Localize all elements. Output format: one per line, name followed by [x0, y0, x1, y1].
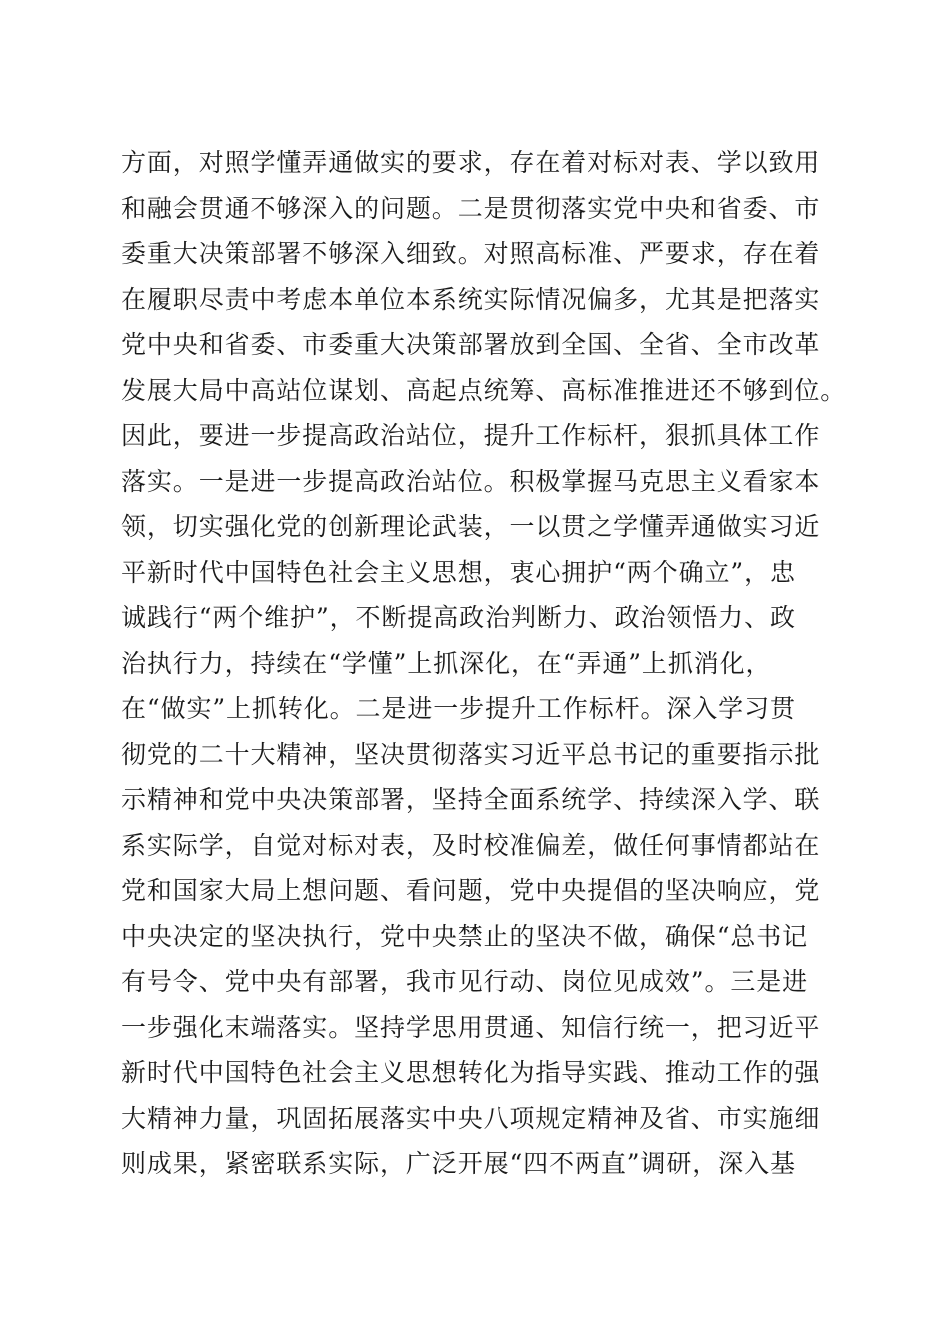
text-line: 平新时代中国特色社会主义思想，衷心拥护“两个确立”，忠 [121, 557, 796, 587]
text-line: 则成果，紧密联系实际，广泛开展“四不两直”调研，深入基 [121, 1149, 796, 1178]
text-line: 诚践行“两个维护”，不断提高政治判断力、政治领悟力、政 [121, 603, 796, 632]
text-line: 中央决定的坚决执行，党中央禁止的坚决不做，确保“总书记 [121, 921, 809, 951]
text-line: 委重大决策部署不够深入细致。对照高标准、严要求，存在着 [121, 239, 821, 268]
text-line: 发展大局中高站位谋划、高起点统筹、高标准推进还不够到位。 [121, 375, 847, 405]
text-line: 党和国家大局上想问题、看问题，党中央提倡的坚决响应，党 [121, 876, 821, 905]
text-line: 落实。一是进一步提高政治站位。积极掌握马克思主义看家本 [121, 466, 821, 496]
text-line: 党中央和省委、市委重大决策部署放到全国、全省、全市改革 [121, 330, 821, 359]
text-line: 有号令、党中央有部署，我市见行动、岗位见成效”。三是进 [121, 967, 809, 996]
text-line: 一步强化末端落实。坚持学思用贯通、知信行统一，把习近平 [121, 1012, 821, 1042]
text-line: 在履职尽责中考虑本单位本系统实际情况偏多，尤其是把落实 [121, 284, 821, 314]
text-line: 示精神和党中央决策部署，坚持全面系统学、持续深入学、联 [121, 785, 821, 814]
text-line: 新时代中国特色社会主义思想转化为指导实践、推动工作的强 [121, 1058, 821, 1087]
text-line: 系实际学，自觉对标对表，及时校准偏差，做任何事情都站在 [121, 830, 821, 860]
text-line: 在“做实”上抓转化。二是进一步提升工作标杆。深入学习贯 [121, 694, 796, 723]
text-line: 因此，要进一步提高政治站位，提升工作标杆，狠抓具体工作 [121, 421, 821, 450]
text-line: 方面，对照学懂弄通做实的要求，存在着对标对表、学以致用 [121, 148, 821, 177]
text-line: 和融会贯通不够深入的问题。二是贯彻落实党中央和省委、市 [121, 193, 821, 223]
body-text [121, 140, 847, 1187]
text-line: 大精神力量，巩固拓展落实中央八项规定精神及省、市实施细 [121, 1103, 821, 1133]
text-line: 领，切实强化党的创新理论武装，一以贯之学懂弄通做实习近 [121, 512, 821, 541]
text-line: 治执行力，持续在“学懂”上抓深化，在“弄通”上抓消化， [121, 648, 772, 678]
text-line: 彻党的二十大精神，坚决贯彻落实习近平总书记的重要指示批 [121, 739, 821, 769]
